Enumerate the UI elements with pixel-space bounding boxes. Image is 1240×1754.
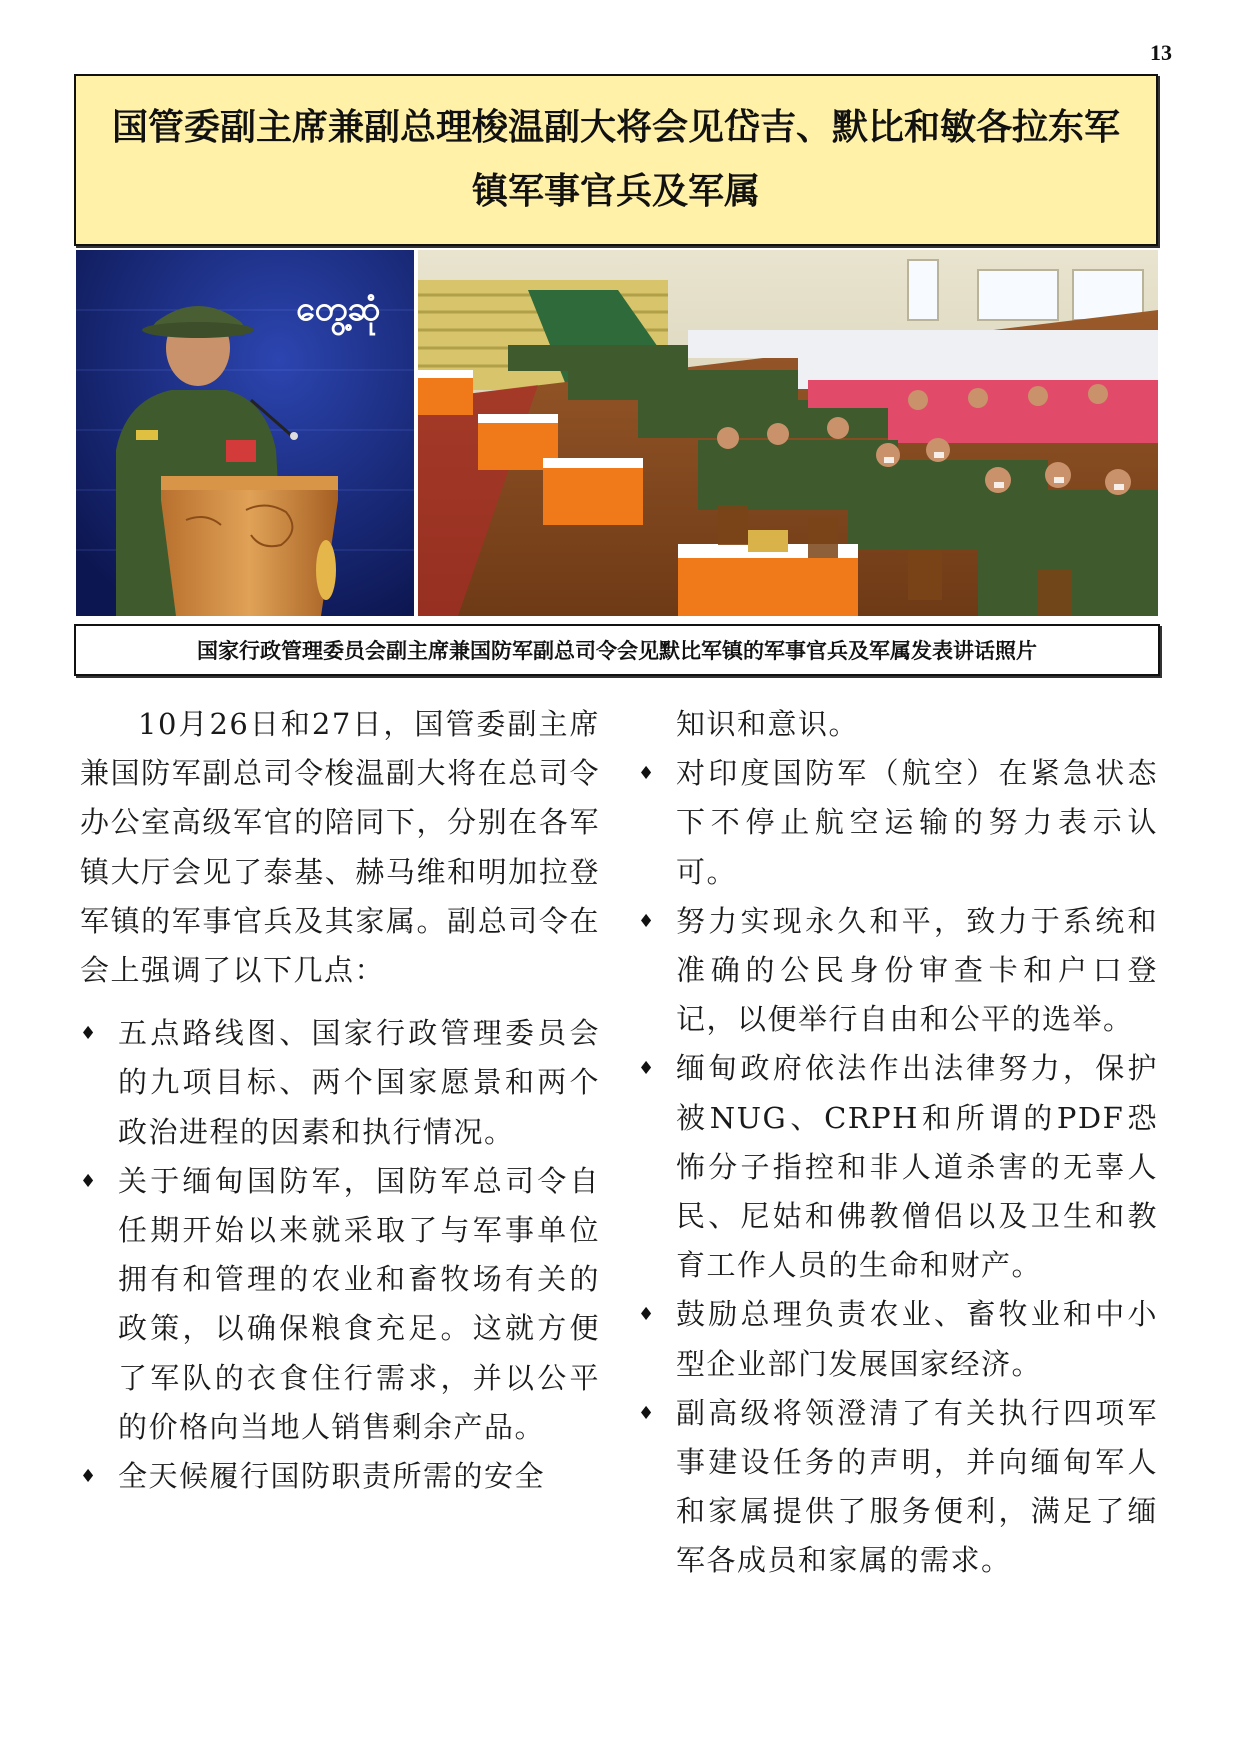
list-item-text: 副高级将领澄清了有关执行四项军事建设任务的声明，并向缅甸军人和家属提供了服务便利，满足了缅军各成员和家属的需求。: [676, 1395, 1158, 1578]
left-column: [80, 700, 600, 1501]
list-item-text: 缅甸政府依法作出法律努力，保护被NUG、CRPH和所谓的PDF恐怖分子指控和非人道杀害的无辜人民、尼姑和佛教僧侣以及卫生和教育工作人员的生命和财产。: [676, 1051, 1158, 1283]
diamond-bullet-icon: ♦: [638, 1304, 656, 1326]
diamond-bullet-icon: ♦: [638, 1402, 656, 1424]
rank-badge: [226, 440, 256, 462]
left-bullet-list: [80, 1009, 600, 1501]
list-item: [638, 1290, 1158, 1388]
speaker-photo: [76, 250, 414, 616]
podium: [161, 480, 338, 616]
list-item-text: 全天候履行国防职责所需的安全: [118, 1459, 546, 1494]
list-item: [638, 897, 1158, 1045]
list-item-text: 鼓励总理负责农业、畜牧业和中小型企业部门发展国家经济。: [676, 1297, 1158, 1381]
backdrop-text: တွေ့ဆုံ: [296, 289, 381, 329]
list-item: [638, 1389, 1158, 1586]
page-number: 13: [1150, 40, 1172, 65]
right-column: [638, 700, 1158, 1586]
diamond-bullet-icon: ♦: [638, 910, 656, 932]
list-item: [638, 749, 1158, 897]
list-item: [80, 1009, 600, 1157]
podium-ornament: [316, 540, 336, 600]
diamond-bullet-icon: ♦: [80, 1170, 98, 1192]
diamond-bullet-icon: ♦: [80, 1466, 98, 1488]
photo-strip: [76, 250, 1158, 616]
photo-caption-box: [74, 624, 1160, 676]
intro-paragraph: 10月26日和27日，国管委副主席兼国防军副总司令梭温副大将在总司令办公室高级军官的陪同下，分别在各军镇大厅会见了泰基、赫马维和明加拉登军镇的军事官兵及其家属。副总司令在会上强调了以下几点：: [80, 707, 600, 988]
right-bullet-list: [638, 749, 1158, 1585]
diamond-bullet-icon: ♦: [638, 1058, 656, 1080]
list-item-text: 关于缅甸国防军，国防军总司令自任期开始以来就采取了与军事单位拥有和管理的农业和畜牧场有关的政策，以确保粮食充足。这就方便了军队的衣食住行需求，并以公平的价格向当地人销售剩余产品。: [118, 1163, 600, 1444]
diamond-bullet-icon: ♦: [80, 1023, 98, 1045]
continued-text: 知识和意识。: [676, 707, 860, 741]
speaker-photo-illustration: [76, 250, 414, 616]
title-banner: [74, 74, 1158, 246]
list-item-text: 对印度国防军（航空）在紧急状态下不停止航空运输的努力表示认可。: [676, 756, 1158, 889]
page-title: 国管委副主席兼副总理梭温副大将会见岱吉、默比和敏各拉东军镇军事官兵及军属: [111, 107, 1120, 212]
list-item-text: 五点路线图、国家行政管理委员会的九项目标、两个国家愿景和两个政治进程的因素和执行情况。: [118, 1016, 600, 1149]
audience-photo: [418, 250, 1158, 616]
photo-caption: 国家行政管理委员会副主席兼国防军副总司令会见默比军镇的军事官兵及军属发表讲话照片: [197, 639, 1037, 663]
list-item-text: 努力实现永久和平，致力于系统和准确的公民身份审查卡和户口登记，以便举行自由和公平的选举。: [676, 903, 1158, 1037]
list-item: [80, 1157, 600, 1452]
audience-photo-illustration: [418, 250, 1158, 616]
list-item: [80, 1452, 600, 1501]
diamond-bullet-icon: ♦: [638, 763, 656, 785]
list-item: [638, 1044, 1158, 1290]
